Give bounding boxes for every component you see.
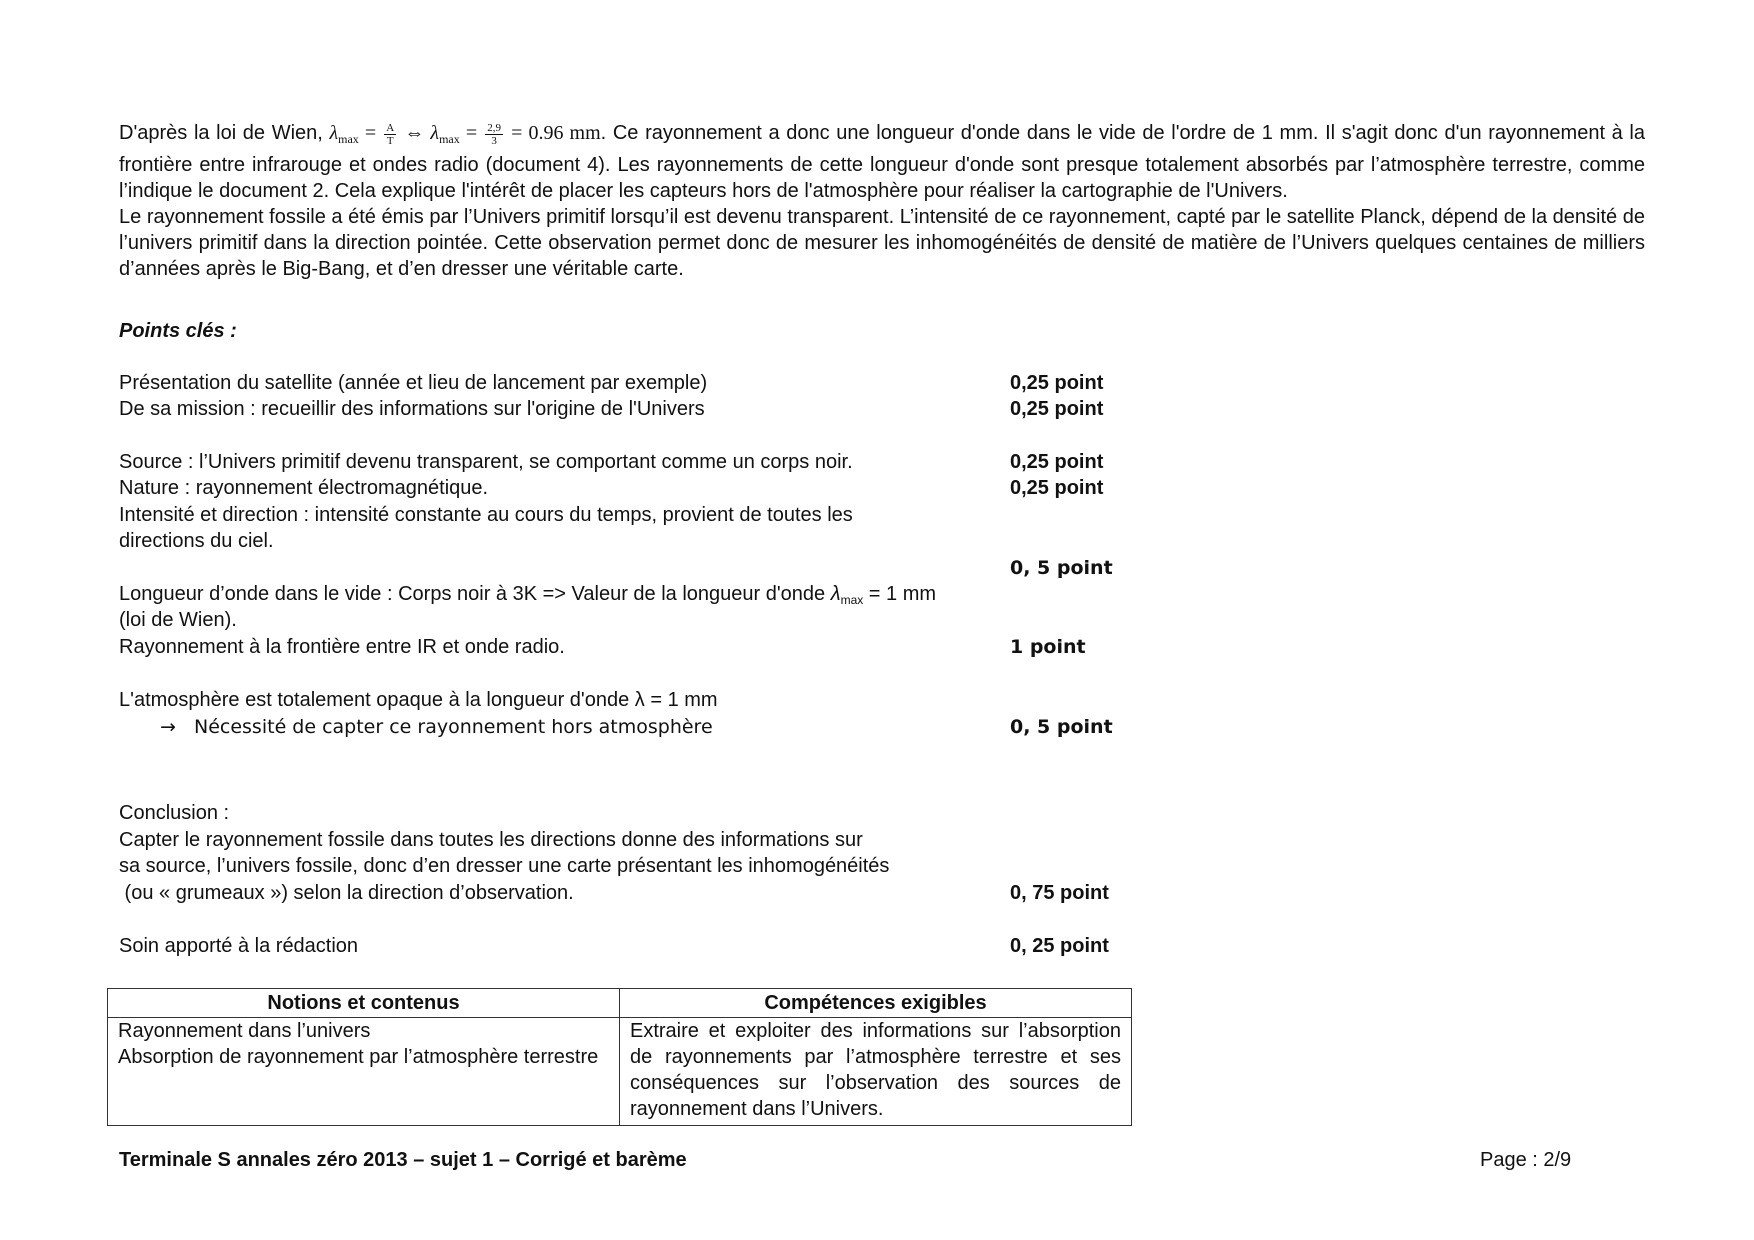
eq-lambda-2: λ <box>430 122 440 144</box>
wavelength-text: Longueur d’onde dans le vide : Corps noir à 3K => Valeur de la longueur d'onde <box>119 583 831 605</box>
eq-lambda-1: λ <box>329 122 339 144</box>
arrow-icon: → <box>160 716 176 738</box>
key-points-heading: Points clés : <box>119 320 237 342</box>
wavelength-sub: max <box>840 593 864 607</box>
points-care: 0, 25 point <box>1010 935 1109 957</box>
points-intensity: 0, 5 point <box>1010 557 1113 579</box>
wien-equation <box>329 121 601 147</box>
criterion-care: Soin apporté à la rédaction <box>119 935 359 957</box>
footer-title: Terminale S annales zéro 2013 – sujet 1 – Corrigé et barème <box>119 1149 687 1171</box>
criterion-wavelength-line-2: (loi de Wien). <box>119 609 237 631</box>
cell-competences: Extraire et exploiter des informations sur l’absorption de rayonnements par l’atmosphère terrestre et ses conséquences sur l’observation des sources de rayonnement dans l’Univers. <box>620 1018 1132 1126</box>
criterion-atmosphere-consequence <box>160 714 713 740</box>
points-conclusion: 0, 75 point <box>1010 882 1109 904</box>
eq-equals-2: = <box>459 122 484 144</box>
header-notions: Notions et contenus <box>108 989 620 1018</box>
criterion-mission: De sa mission : recueillir des informations sur l'origine de l'Univers <box>119 398 705 420</box>
points-mission: 0,25 point <box>1010 398 1104 420</box>
eq-frac1-den: T <box>386 134 394 147</box>
criterion-intensity-line-2: directions du ciel. <box>119 530 274 552</box>
criterion-frontier: Rayonnement à la frontière entre IR et onde radio. <box>119 636 565 658</box>
criterion-source: Source : l’Univers primitif devenu transparent, se comportant comme un corps noir. <box>119 451 853 473</box>
conclusion-line-1: Capter le rayonnement fossile dans toutes les directions donne des informations sur <box>119 829 863 851</box>
eq-frac1-num: A <box>386 121 395 134</box>
criterion-atmosphere: L'atmosphère est totalement opaque à la longueur d'onde λ = 1 mm <box>119 689 718 711</box>
eq-sub-1: max <box>338 132 359 146</box>
points-atmosphere: 0, 5 point <box>1010 716 1113 738</box>
page-number: Page : 2/9 <box>1480 1149 1572 1171</box>
header-competences: Compétences exigibles <box>620 989 1132 1018</box>
points-satellite: 0,25 point <box>1010 372 1104 394</box>
consequence-text: Nécessité de capter ce rayonnement hors atmosphère <box>194 716 713 738</box>
intro-prefix: D'après la loi de Wien, <box>119 122 330 144</box>
points-nature: 0,25 point <box>1010 477 1104 499</box>
wavelength-lambda: λ <box>830 583 841 605</box>
eq-frac2-den: 3 <box>491 134 497 147</box>
conclusion-line-3: (ou « grumeaux ») selon la direction d’observation. <box>119 882 574 904</box>
eq-fraction-2 <box>485 122 503 147</box>
curriculum-table <box>107 988 1132 1126</box>
intro-sentence-1: . Ce rayonnement a donc une longueur d'onde dans le vide de l'ordre de 1 mm. Il s'agit donc d'un rayonnement à la frontière entre infrarouge et ondes radio (document 4). Les rayonnements de cette longueur d'onde sont presque totalement absorbés par l’atmosphère terrestre, comme l’indique le document 2. Cela explique l'intérêt de placer les capteurs hors de l'atmosphère pour réaliser la cartographie de l'Univers. <box>119 122 1645 202</box>
notions-item-2: Absorption de rayonnement par l’atmosphère terrestre <box>118 1046 599 1068</box>
criterion-nature: Nature : rayonnement électromagnétique. <box>119 477 489 499</box>
intro-text <box>119 120 1645 282</box>
eq-fraction-1 <box>384 122 396 147</box>
points-frontier: 1 point <box>1010 636 1086 658</box>
cell-notions <box>108 1018 620 1126</box>
table-row <box>108 1018 1132 1126</box>
eq-sub-2: max <box>439 132 460 146</box>
wavelength-value: = 1 mm <box>863 583 937 605</box>
conclusion-label: Conclusion : <box>119 802 230 824</box>
intro-paragraph-1 <box>119 120 1645 204</box>
notions-item-1: Rayonnement dans l’univers <box>118 1020 371 1042</box>
intro-paragraph-2: Le rayonnement fossile a été émis par l’Univers primitif lorsqu’il est devenu transparent. L’intensité de ce rayonnement, capté par le satellite Planck, dépend de la densité de l’univers primitif dans la direction pointée. Cette observation permet donc de mesurer les inhomogénéités de densité de matière de l’Univers quelques centaines de milliers d’années après le Big-Bang, et d’en dresser une véritable carte. <box>119 206 1645 280</box>
eq-result: = 0.96 mm <box>504 122 601 144</box>
eq-equiv: ⇔ <box>398 122 431 144</box>
conclusion-line-2: sa source, l’univers fossile, donc d’en dresser une carte présentant les inhomogénéités <box>119 855 890 877</box>
table-header-row <box>108 989 1132 1018</box>
criterion-satellite: Présentation du satellite (année et lieu de lancement par exemple) <box>119 372 708 394</box>
eq-frac2-num: 2,9 <box>487 121 501 134</box>
criterion-intensity-line-1: Intensité et direction : intensité constante au cours du temps, provient de toutes les <box>119 504 853 526</box>
eq-equals-1: = <box>358 122 383 144</box>
points-source: 0,25 point <box>1010 451 1104 473</box>
